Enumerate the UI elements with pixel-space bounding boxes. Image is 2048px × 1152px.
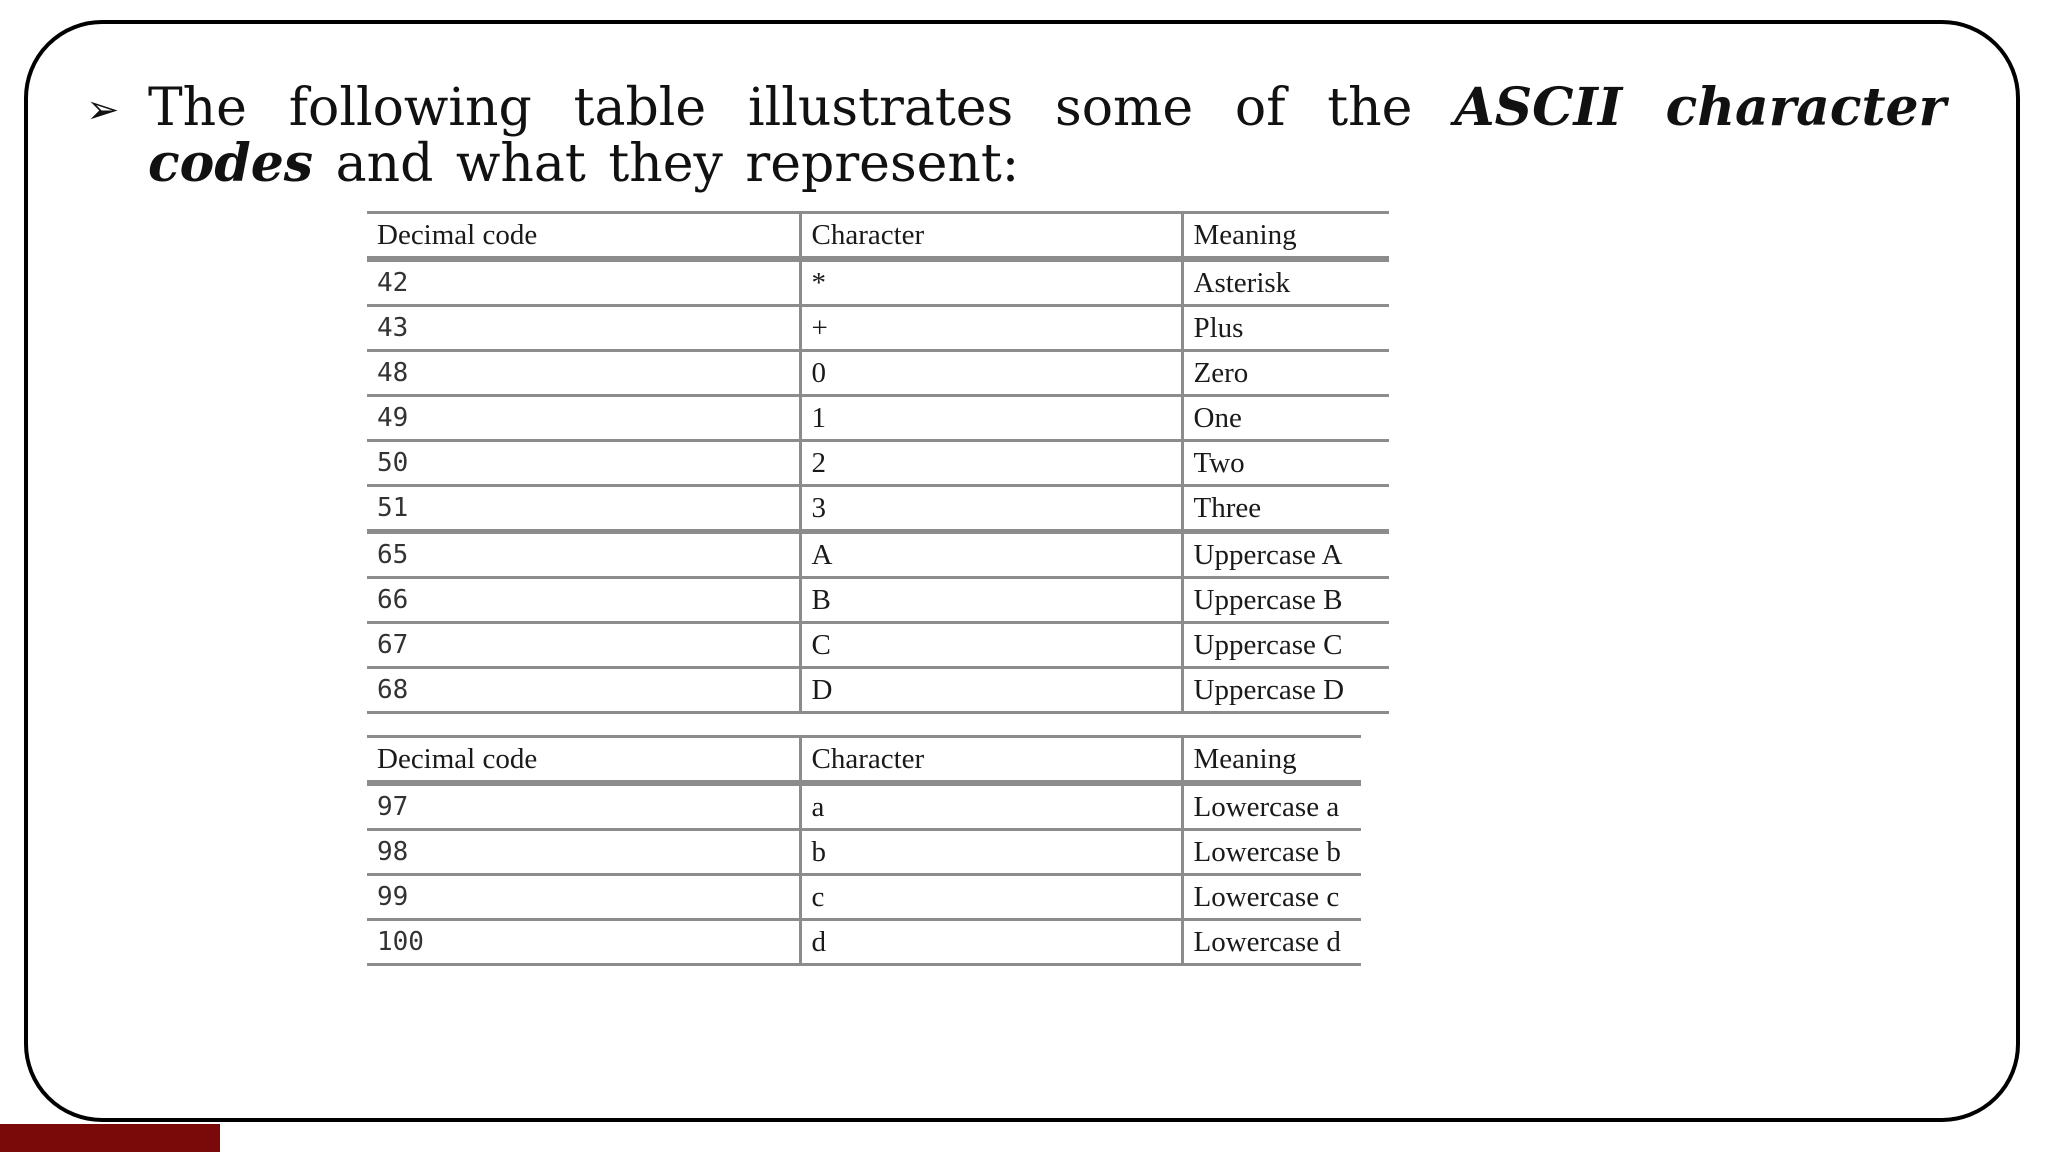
cell-meaning: Plus: [1182, 306, 1389, 351]
cell-character: 1: [800, 396, 1182, 441]
cell-meaning: Uppercase A: [1182, 532, 1389, 578]
table-row: [367, 623, 1389, 668]
bullet-text: [148, 77, 1947, 194]
bullet-point: [86, 77, 1947, 194]
header-decimal-code: Decimal code: [367, 213, 800, 260]
cell-character: A: [800, 532, 1182, 578]
table-header-row: [367, 737, 1361, 784]
cell-decimal-code: 98: [367, 830, 800, 875]
header-character: Character: [800, 213, 1182, 260]
cell-decimal-code: 97: [367, 783, 800, 830]
table-row: [367, 396, 1389, 441]
table-row: [367, 920, 1361, 965]
cell-meaning: Lowercase a: [1182, 783, 1361, 830]
table-row: [367, 783, 1361, 830]
table-row: [367, 668, 1389, 713]
cell-meaning: Asterisk: [1182, 259, 1389, 306]
cell-meaning: Lowercase c: [1182, 875, 1361, 920]
cell-meaning: Uppercase C: [1182, 623, 1389, 668]
cell-character: *: [800, 259, 1182, 306]
ascii-table-uppercase: [367, 211, 1389, 714]
cell-character: D: [800, 668, 1182, 713]
table-row: [367, 441, 1389, 486]
cell-decimal-code: 51: [367, 486, 800, 532]
bullet-text-after: and what they represent:: [313, 134, 1020, 194]
table-row: [367, 578, 1389, 623]
cell-character: 2: [800, 441, 1182, 486]
table-header-row: [367, 213, 1389, 260]
cell-character: +: [800, 306, 1182, 351]
cell-meaning: Zero: [1182, 351, 1389, 396]
bullet-text-before: The following table illustrates some of the: [148, 78, 1455, 138]
table-row: [367, 486, 1389, 532]
cell-meaning: Uppercase D: [1182, 668, 1389, 713]
table-row: [367, 259, 1389, 306]
cell-decimal-code: 49: [367, 396, 800, 441]
cell-meaning: One: [1182, 396, 1389, 441]
cell-character: 0: [800, 351, 1182, 396]
cell-decimal-code: 48: [367, 351, 800, 396]
cell-decimal-code: 66: [367, 578, 800, 623]
ascii-table-lowercase: [367, 735, 1361, 966]
cell-character: 3: [800, 486, 1182, 532]
cell-decimal-code: 100: [367, 920, 800, 965]
cell-character: c: [800, 875, 1182, 920]
table-row: [367, 875, 1361, 920]
header-meaning: Meaning: [1182, 213, 1389, 260]
header-character: Character: [800, 737, 1182, 784]
table-row: [367, 532, 1389, 578]
cell-meaning: Lowercase b: [1182, 830, 1361, 875]
cell-decimal-code: 99: [367, 875, 800, 920]
header-meaning: Meaning: [1182, 737, 1361, 784]
bullet-text-emphasis: ASCII character codes: [148, 77, 1947, 194]
cell-character: B: [800, 578, 1182, 623]
table-row: [367, 351, 1389, 396]
cell-meaning: Two: [1182, 441, 1389, 486]
header-decimal-code: Decimal code: [367, 737, 800, 784]
cell-meaning: Uppercase B: [1182, 578, 1389, 623]
cell-decimal-code: 67: [367, 623, 800, 668]
arrow-bullet-icon: ➢: [86, 87, 120, 133]
table-row: [367, 830, 1361, 875]
table-row: [367, 306, 1389, 351]
cell-decimal-code: 42: [367, 259, 800, 306]
footer-accent-bar: [0, 1124, 220, 1152]
cell-meaning: Lowercase d: [1182, 920, 1361, 965]
cell-character: d: [800, 920, 1182, 965]
cell-decimal-code: 65: [367, 532, 800, 578]
cell-decimal-code: 50: [367, 441, 800, 486]
cell-meaning: Three: [1182, 486, 1389, 532]
cell-character: C: [800, 623, 1182, 668]
cell-character: a: [800, 783, 1182, 830]
cell-decimal-code: 43: [367, 306, 800, 351]
cell-character: b: [800, 830, 1182, 875]
cell-decimal-code: 68: [367, 668, 800, 713]
